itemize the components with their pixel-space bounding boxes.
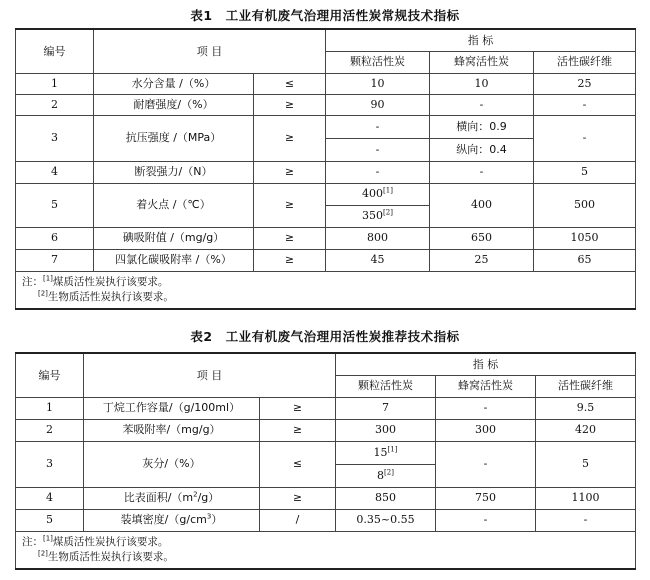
cell-honeycomb: 25 (430, 249, 534, 271)
note-line-1: 注：[1]煤质活性炭执行该要求。 (22, 274, 169, 288)
cell-honeycomb: - (430, 161, 534, 183)
row-no: 4 (16, 161, 94, 183)
cell-granular-a: - (326, 115, 430, 138)
table1-header-item: 项 目 (94, 29, 326, 73)
row-no: 5 (16, 509, 84, 531)
table1-header-indicators: 指 标 (326, 29, 636, 51)
row-no: 5 (16, 183, 94, 227)
cell-granular-b: 8[2] (336, 464, 436, 487)
footnote-ref: [1] (383, 186, 393, 195)
table2-caption: 表2 工业有机废气治理用活性炭推荐技术指标 (190, 329, 460, 344)
row-no: 7 (16, 249, 94, 271)
table1-header-honeycomb: 蜂窝活性炭 (430, 51, 534, 73)
table-row (16, 419, 636, 441)
cell-granular-a: 15[1] (336, 441, 436, 464)
cell-granular: 0.35~0.55 (336, 509, 436, 531)
row-sign: / (260, 509, 336, 531)
cell-fiber: 25 (534, 73, 636, 94)
row-sign: ≥ (260, 419, 336, 441)
row-item: 碘吸附值 /（mg/g） (94, 227, 254, 249)
footnote-ref: [2] (383, 208, 393, 217)
table1-header-no: 编号 (16, 29, 94, 73)
table2-header-indicators: 指 标 (336, 353, 636, 375)
table2-notes (16, 531, 636, 569)
table2-header-no: 编号 (16, 353, 84, 397)
cell-honeycomb: 400 (430, 183, 534, 227)
table2-header-fiber: 活性碳纤维 (536, 375, 636, 397)
cell-granular-a: 400[1] (326, 183, 430, 205)
table-row (16, 509, 636, 531)
cell-fiber: 1100 (536, 487, 636, 509)
table1-header-granular: 颗粒活性炭 (326, 51, 430, 73)
cell-granular: 850 (336, 487, 436, 509)
cell-fiber: 420 (536, 419, 636, 441)
row-item: 耐磨强度/（%） (94, 94, 254, 115)
row-no: 6 (16, 227, 94, 249)
table1-caption: 表1 工业有机废气治理用活性炭常规技术指标 (190, 8, 460, 23)
table-row (16, 183, 636, 205)
row-sign: ≥ (254, 161, 326, 183)
cell-honeycomb: - (436, 441, 536, 487)
cell-fiber: - (534, 115, 636, 161)
cell-granular: 90 (326, 94, 430, 115)
table1-notes (16, 271, 636, 309)
cell-granular: 800 (326, 227, 430, 249)
row-sign: ≥ (260, 487, 336, 509)
row-item: 着火点 /（℃） (94, 183, 254, 227)
cell-granular: 7 (336, 397, 436, 419)
cell-granular-b: 350[2] (326, 205, 430, 227)
note-line-2: [2]生物质活性炭执行该要求。 (38, 549, 174, 563)
row-no: 3 (16, 115, 94, 161)
row-sign: ≥ (254, 183, 326, 227)
cell-honeycomb: - (430, 94, 534, 115)
row-item: 断裂强力/（N） (94, 161, 254, 183)
row-sign: ≤ (260, 441, 336, 487)
row-item: 四氯化碳吸附率 /（%） (94, 249, 254, 271)
row-no: 2 (16, 94, 94, 115)
table2-notes-row (16, 531, 636, 569)
table-row (16, 227, 636, 249)
row-no: 1 (16, 73, 94, 94)
cell-granular-b: - (326, 138, 430, 161)
cell-honeycomb: 300 (436, 419, 536, 441)
row-item: 水分含量 /（%） (94, 73, 254, 94)
row-sign: ≤ (254, 73, 326, 94)
row-sign: ≥ (254, 115, 326, 161)
cell-granular: 10 (326, 73, 430, 94)
cell-fiber: 65 (534, 249, 636, 271)
table2-header-item: 项 目 (84, 353, 336, 397)
cell-fiber: 5 (534, 161, 636, 183)
cell-honeycomb: 10 (430, 73, 534, 94)
cell-fiber: - (534, 94, 636, 115)
cell-granular: 300 (336, 419, 436, 441)
table1-notes-row (16, 271, 636, 309)
row-sign: ≥ (254, 227, 326, 249)
table2-header-honeycomb: 蜂窝活性炭 (436, 375, 536, 397)
row-item: 抗压强度 /（MPa） (94, 115, 254, 161)
note-line-1: 注：[1]煤质活性炭执行该要求。 (22, 534, 169, 548)
cell-honeycomb-a: 横向：0.9 (430, 115, 534, 138)
row-sign: ≥ (254, 94, 326, 115)
cell-fiber: 500 (534, 183, 636, 227)
table-row (16, 115, 636, 138)
table2 (15, 352, 636, 570)
cell-granular: - (326, 161, 430, 183)
row-item: 比表面积$/(m^2/g)$ (84, 487, 260, 509)
cell-honeycomb: - (436, 509, 536, 531)
cell-honeycomb: 650 (430, 227, 534, 249)
table-row (16, 249, 636, 271)
cell-honeycomb-b: 纵向：0.4 (430, 138, 534, 161)
table2-header-granular: 颗粒活性炭 (336, 375, 436, 397)
cell-honeycomb: 750 (436, 487, 536, 509)
row-no: 1 (16, 397, 84, 419)
cell-granular: 45 (326, 249, 430, 271)
row-sign: ≥ (260, 397, 336, 419)
table1-header-fiber: 活性碳纤维 (534, 51, 636, 73)
footnote-ref: [2] (384, 468, 394, 477)
cell-fiber: 5 (536, 441, 636, 487)
row-item: 丁烷工作容量/（g/100ml） (84, 397, 260, 419)
row-no: 3 (16, 441, 84, 487)
row-no: 4 (16, 487, 84, 509)
cell-honeycomb: - (436, 397, 536, 419)
row-item: 灰分/（%） (84, 441, 260, 487)
footnote-ref: [1] (387, 445, 398, 454)
row-item: 苯吸附率/（mg/g） (84, 419, 260, 441)
cell-fiber: - (536, 509, 636, 531)
cell-fiber: 1050 (534, 227, 636, 249)
cell-fiber: 9.5 (536, 397, 636, 419)
row-sign: ≥ (254, 249, 326, 271)
table-row (16, 397, 636, 419)
table-row (16, 94, 636, 115)
table-row (16, 441, 636, 464)
table-row (16, 161, 636, 183)
table1 (15, 28, 636, 310)
table-row (16, 487, 636, 509)
row-item: 装填密度$/(g/cm^3)$ (84, 509, 260, 531)
note-line-2: [2]生物质活性炭执行该要求。 (38, 289, 174, 303)
table-row (16, 73, 636, 94)
row-no: 2 (16, 419, 84, 441)
